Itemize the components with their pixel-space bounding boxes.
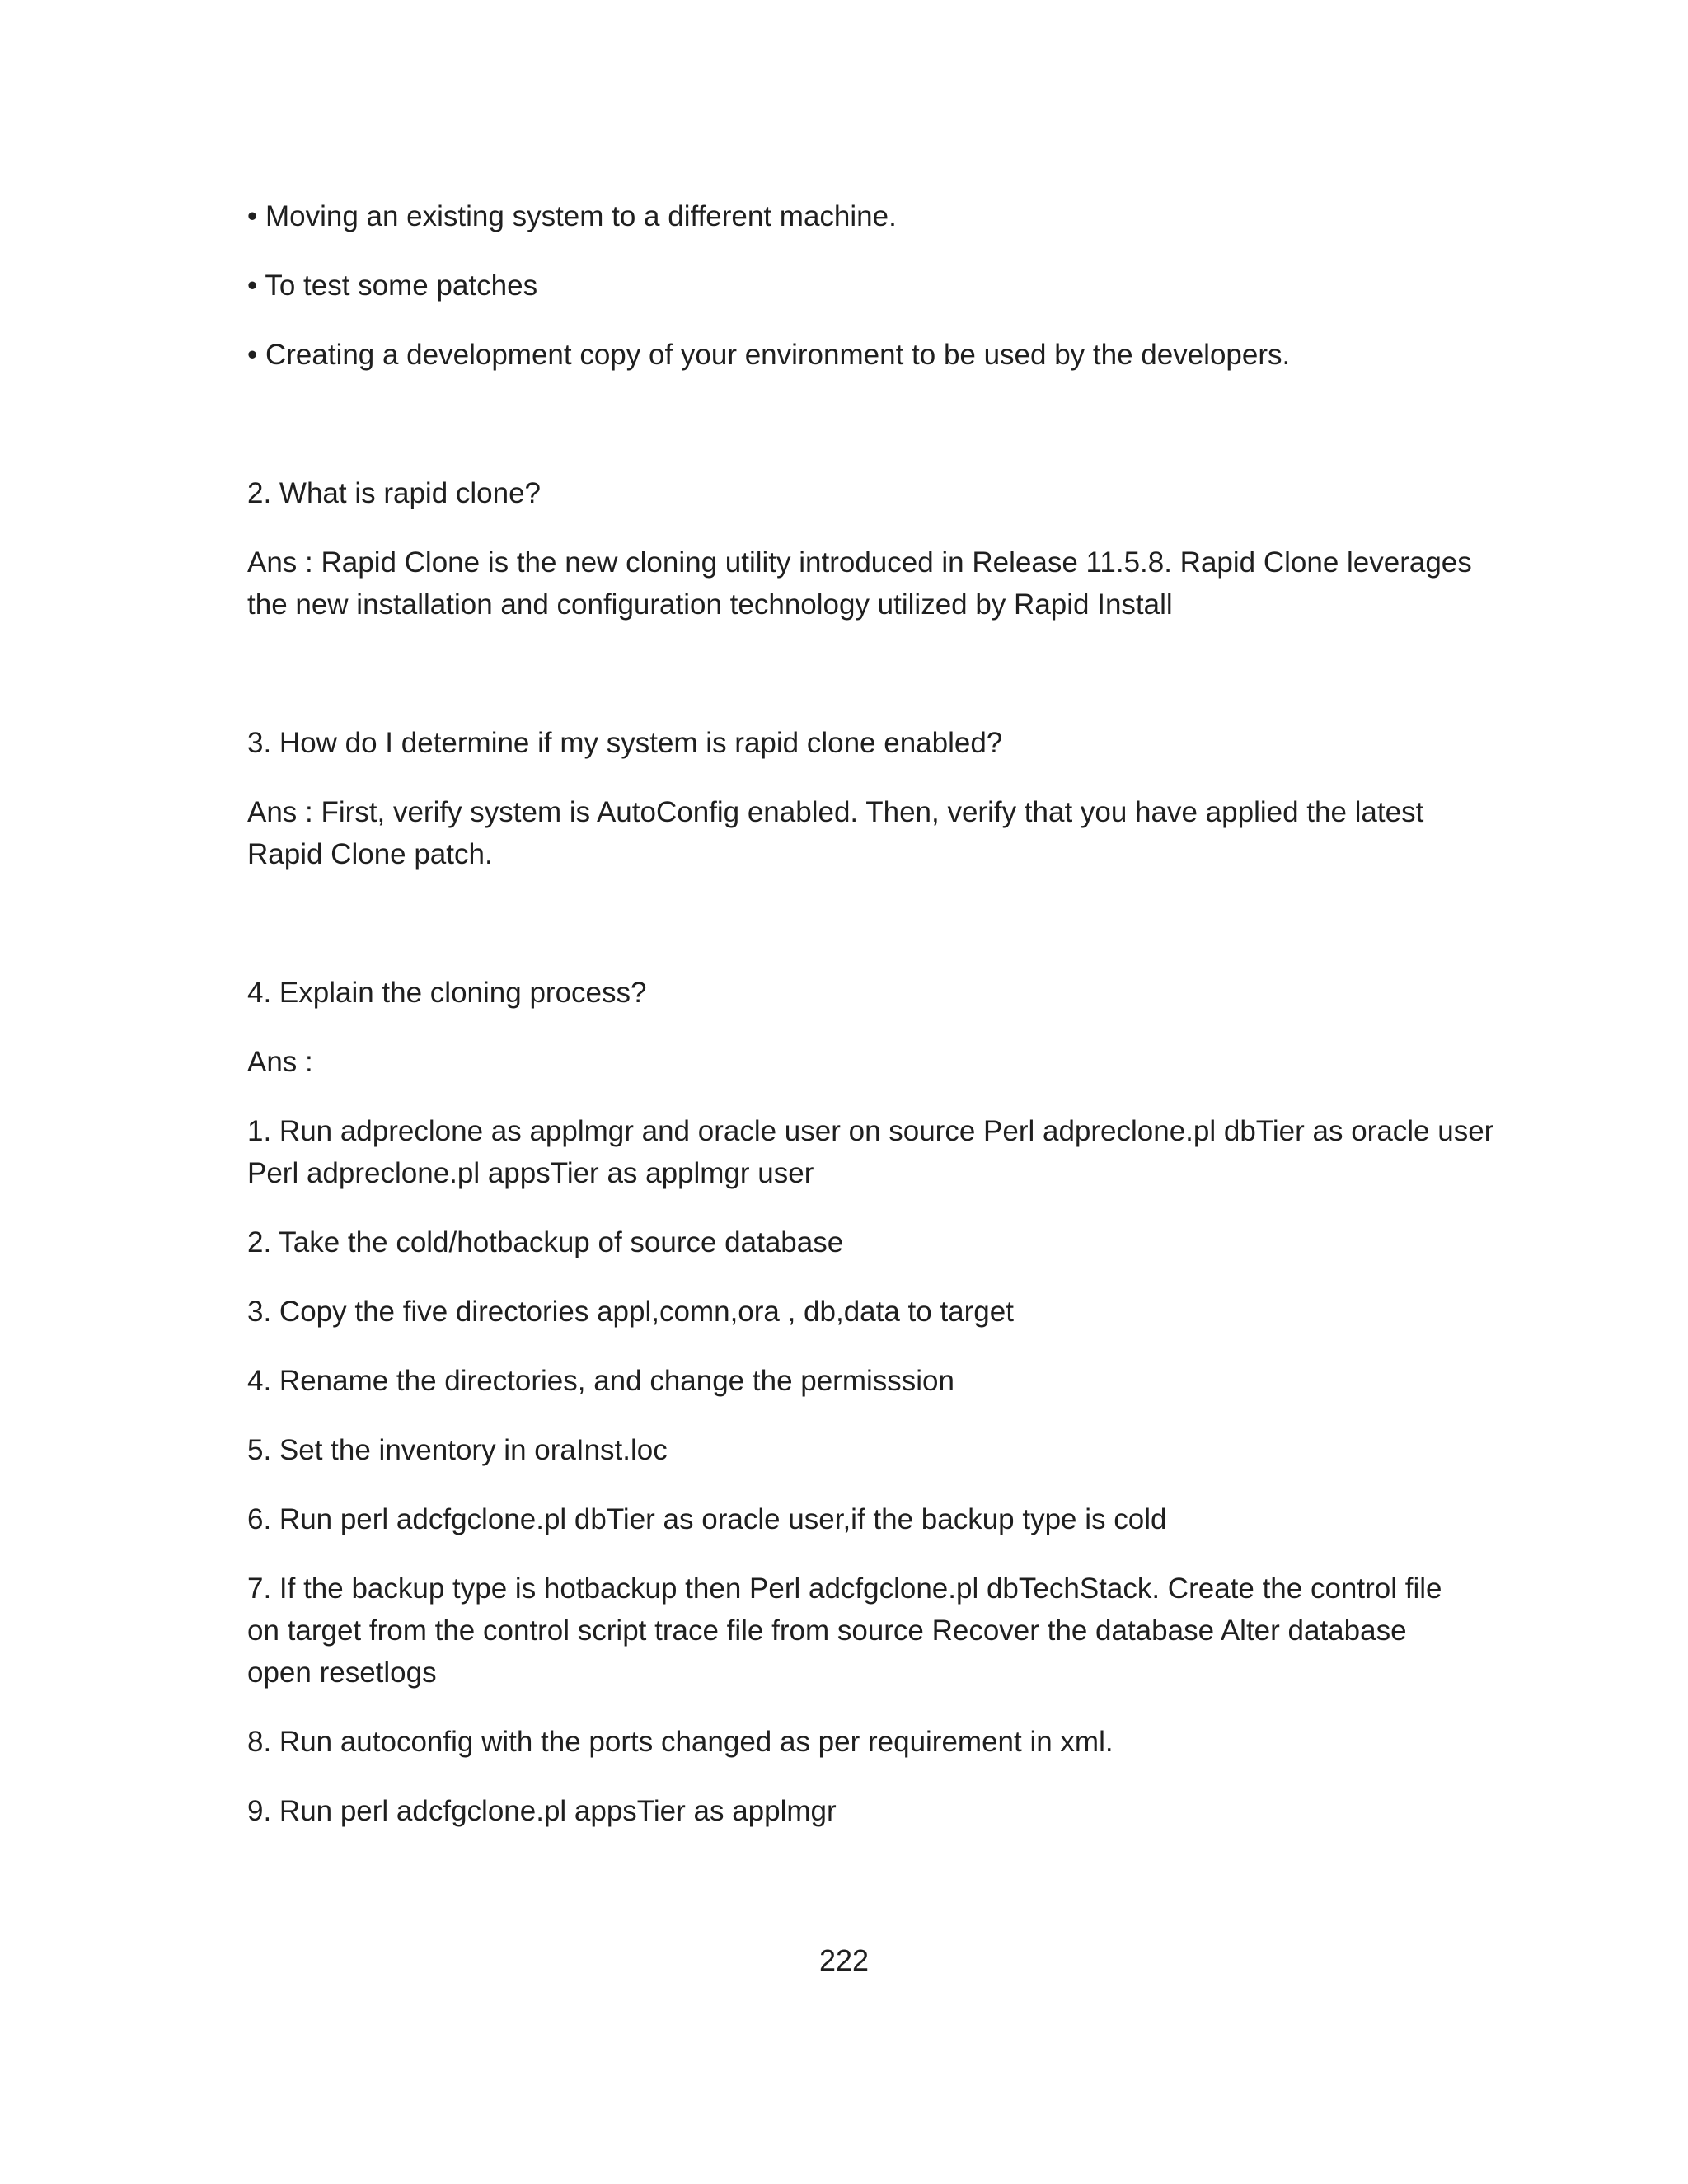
question-heading: 4. Explain the cloning process? (247, 977, 647, 1009)
answer-line: the new installation and configuration technology utilized by Rapid Install (247, 588, 1173, 621)
answer-label: Ans : (247, 1046, 313, 1078)
step-line: open resetlogs (247, 1657, 437, 1689)
step-item: 5. Set the inventory in oraInst.loc (247, 1434, 668, 1466)
page-number: 222 (818, 1943, 870, 1977)
bullet-item: • Moving an existing system to a different machine. (247, 200, 897, 232)
question-heading: 3. How do I determine if my system is rapid clone enabled? (247, 727, 1003, 759)
answer-paragraph (247, 541, 1472, 626)
answer-line: Rapid Clone patch. (247, 838, 493, 870)
step-item: 8. Run autoconfig with the ports changed as per requirement in xml. (247, 1726, 1114, 1758)
step-item: 6. Run perl adcfgclone.pl dbTier as oracle user,if the backup type is cold (247, 1503, 1167, 1535)
step-item (247, 1568, 1451, 1694)
question-heading: 2. What is rapid clone? (247, 477, 542, 509)
answer-line: Ans : Rapid Clone is the new cloning utility introduced in Release 11.5.8. Rapid Clone leverages (247, 546, 1472, 579)
step-line: Perl adpreclone.pl appsTier as applmgr user (247, 1157, 814, 1189)
step-item: 9. Run perl adcfgclone.pl appsTier as applmgr (247, 1795, 837, 1827)
bullet-item: • To test some patches (247, 269, 538, 302)
step-item: 3. Copy the five directories appl,comn,ora , db,data to target (247, 1296, 1014, 1328)
step-line: on target from the control script trace file from source Recover the database Alter database (247, 1615, 1407, 1647)
step-item: 4. Rename the directories, and change the permisssion (247, 1365, 954, 1397)
step-item (247, 1110, 1494, 1194)
bullet-item: • Creating a development copy of your environment to be used by the developers. (247, 339, 1291, 371)
answer-line: Ans : First, verify system is AutoConfig enabled. Then, verify that you have applied the latest (247, 796, 1424, 828)
step-item: 2. Take the cold/hotbackup of source database (247, 1226, 844, 1258)
step-line: 7. If the backup type is hotbackup then Perl adcfgclone.pl dbTechStack. Create the control file (247, 1572, 1442, 1605)
step-line: 1. Run adpreclone as applmgr and oracle user on source Perl adpreclone.pl dbTier as oracle user (247, 1115, 1494, 1147)
answer-paragraph (247, 791, 1451, 875)
